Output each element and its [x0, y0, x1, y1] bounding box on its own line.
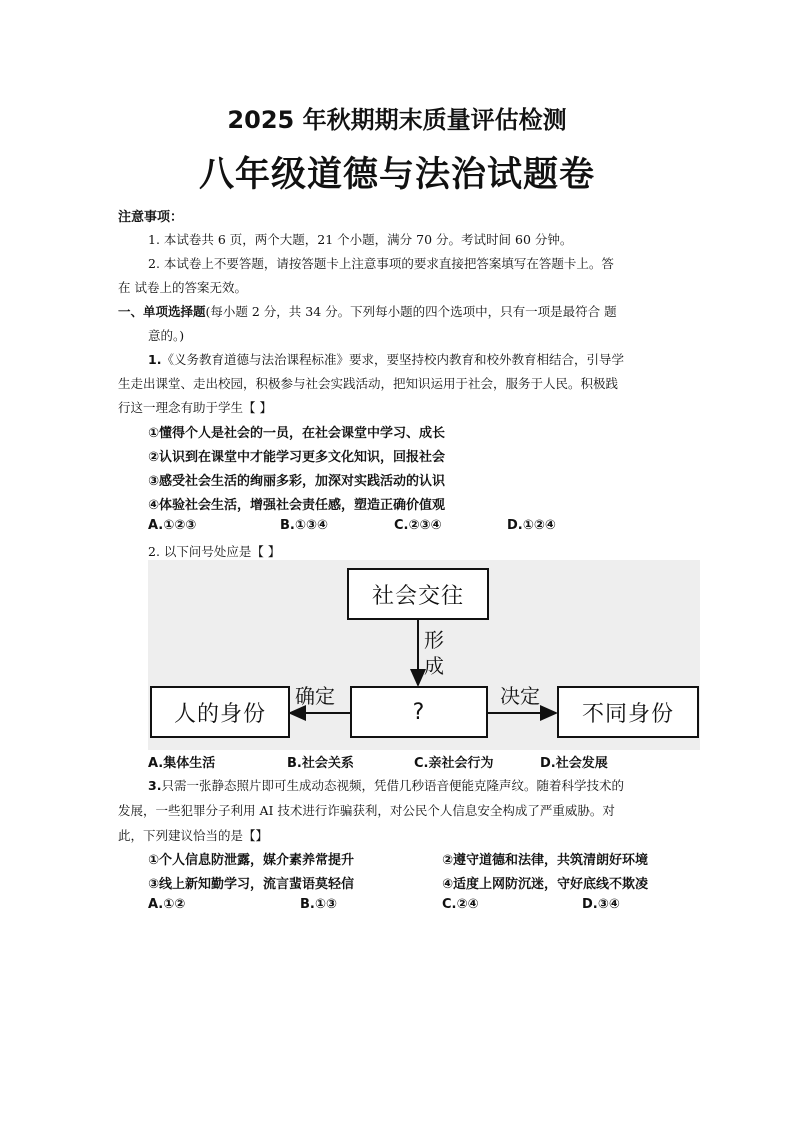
- q1-statement-3: ③感受社会生活的绚丽多彩，加深对实践活动的认识: [148, 474, 446, 489]
- q1-statement-2: ②认识到在课堂中才能学习更多文化知识，回报社会: [148, 450, 446, 465]
- q2-option-c: C.亲社会行为: [414, 756, 494, 771]
- diagram-box-center: ?: [350, 686, 488, 738]
- q3-number: 3.: [148, 778, 162, 793]
- arrow-down-label-2: 成: [424, 654, 444, 678]
- diagram-box-top: 社会交往: [347, 568, 489, 620]
- q2-option-a: A.集体生活: [148, 756, 216, 771]
- q1-option-c: C.②③④: [394, 518, 442, 533]
- q3-text-1: 只需一张静态照片即可生成动态视频，凭借几秒语音便能克隆声纹。随着科学技术的: [161, 778, 624, 793]
- exam-title: 2025 年秋期期末质量评估检测: [227, 106, 567, 134]
- section-heading-label: 一、单项选择题: [118, 304, 206, 319]
- q1-option-b: B.①③④: [280, 518, 328, 533]
- q2-option-d: D.社会发展: [540, 756, 608, 771]
- q1-number: 1.: [148, 352, 162, 367]
- q3-statement-3: ③线上新知勤学习，流言蜚语莫轻信: [148, 877, 355, 892]
- arrow-left-label: 确定: [295, 684, 335, 708]
- q1-line-1: [148, 350, 624, 368]
- q3-line-1: [148, 776, 624, 794]
- q2-stem: 2. 以下问号处应是【 】: [148, 544, 281, 559]
- section-heading: [118, 302, 617, 320]
- q3-statement-2: ②遵守道德和法律，共筑清朗好环境: [442, 853, 649, 868]
- q3-option-c: C.②④: [442, 897, 479, 912]
- q1-option-a: A.①②③: [148, 518, 197, 533]
- q3-line-3: 此，下列建议恰当的是【】: [118, 828, 269, 843]
- q1-line-3: 行这一理念有助于学生【 】: [118, 400, 272, 415]
- exam-subtitle: 八年级道德与法治试题卷: [198, 155, 595, 195]
- notes-item-1: 1. 本试卷共 6 页，两个大题，21 个小题，满分 70 分。考试时间 60 分钟。: [148, 232, 573, 247]
- q1-text-1: 《义务教育道德与法治课程标准》要求，要坚持校内教育和校外教育相结合，引导学: [161, 352, 624, 367]
- q3-option-d: D.③④: [582, 897, 620, 912]
- q3-option-b: B.①③: [300, 897, 337, 912]
- diagram-box-left: 人的身份: [150, 686, 290, 738]
- notes-heading: 注意事项：: [118, 210, 184, 225]
- q3-option-a: A.①②: [148, 897, 186, 912]
- q1-statement-4: ④体验社会生活，增强社会责任感，塑造正确价值观: [148, 498, 446, 513]
- diagram-box-right: 不同身份: [557, 686, 699, 738]
- q1-statement-1: ①懂得个人是社会的一员，在社会课堂中学习、成长: [148, 426, 446, 441]
- section-heading-instructions: (每小题 2 分，共 34 分。下列每小题的四个选项中，只有一项是最符合 题: [205, 304, 617, 319]
- q3-statement-1: ①个人信息防泄露，媒介素养常提升: [148, 853, 355, 868]
- notes-item-2-cont: 在 试卷上的答案无效。: [118, 280, 247, 295]
- q2-option-b: B.社会关系: [287, 756, 354, 771]
- notes-item-2: 2. 本试卷上不要答题，请按答题卡上注意事项的要求直接把答案填写在答题卡上。答: [148, 256, 614, 271]
- q1-option-d: D.①②④: [507, 518, 556, 533]
- q1-line-2: 生走出课堂、走出校园，积极参与社会实践活动，把知识运用于社会，服务于人民。积极践: [118, 376, 619, 391]
- section-heading-cont: 意的。): [148, 328, 185, 343]
- q3-line-2: 发展，一些犯罪分子利用 AI 技术进行诈骗获利，对公民个人信息安全构成了严重威胁。对: [118, 803, 615, 818]
- arrow-down-label-1: 形: [424, 628, 444, 652]
- arrow-right-label: 决定: [500, 684, 540, 708]
- q3-statement-4: ④适度上网防沉迷，守好底线不欺凌: [442, 877, 649, 892]
